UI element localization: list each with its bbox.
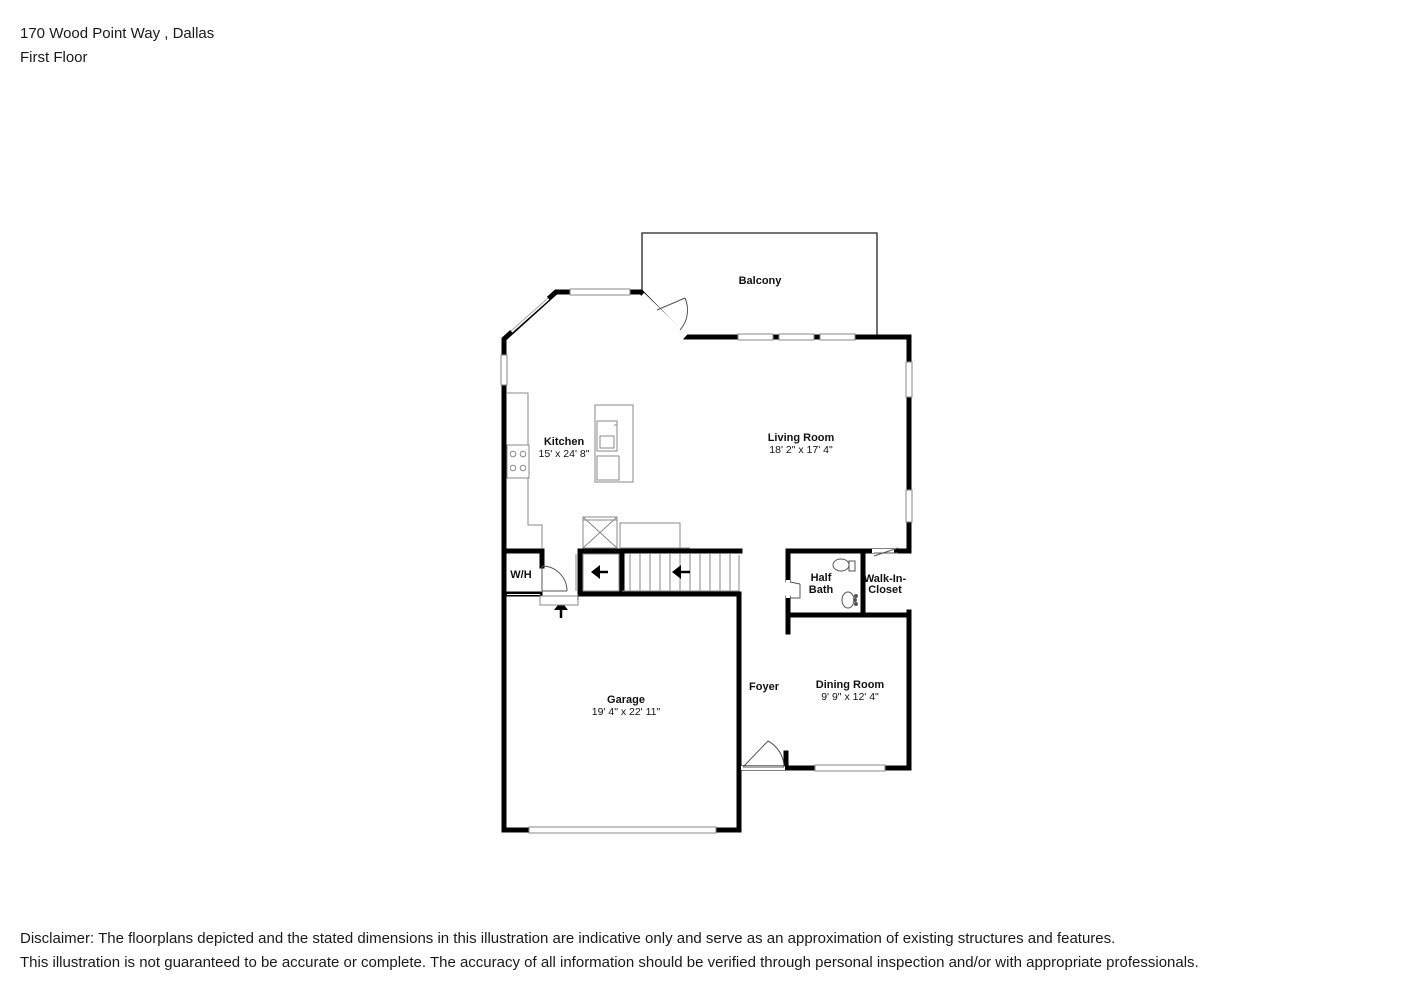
dining-room-dims: 9' 9" x 12' 4"	[821, 691, 879, 703]
dining-room-label: Dining Room	[815, 679, 885, 691]
foyer-label: Foyer	[749, 681, 779, 693]
balcony-label: Balcony	[738, 275, 782, 287]
exterior-walls	[504, 292, 909, 830]
closet-label-line2: Closet	[868, 584, 902, 596]
half-bath-label-line1: Half	[810, 572, 832, 584]
sink-icon	[842, 592, 854, 608]
closet-label-line1: Walk-In-	[863, 573, 907, 585]
half-bath-label-line2: Bath	[808, 584, 834, 596]
floor-label: First Floor	[20, 49, 88, 66]
disclaimer-line-2: This illustration is not guaranteed to be accurate or complete. The accuracy of all information should be verified through personal inspection and/or with appropriate professionals.	[20, 954, 1199, 971]
garage-dims: 19' 4" x 22' 11"	[591, 706, 661, 718]
bath-fixtures	[833, 559, 858, 608]
kitchen-fixtures	[507, 393, 690, 548]
garage-label: Garage	[607, 694, 645, 706]
interior-walls	[504, 551, 909, 768]
balcony-door	[642, 295, 688, 337]
room-labels	[510, 275, 906, 718]
living-room-label: Living Room	[767, 432, 835, 444]
property-address: 170 Wood Point Way , Dallas	[20, 25, 215, 42]
kitchen-label: Kitchen	[543, 436, 585, 448]
toilet-icon	[833, 559, 849, 571]
disclaimer	[20, 927, 1199, 975]
disclaimer-line-1: Disclaimer: The floorplans depicted and the stated dimensions in this illustration are indicative only and serve as an approximation of existing structures and features.	[20, 930, 1116, 947]
living-room-dims: 18' 2" x 17' 4"	[769, 444, 833, 456]
wh-label: W/H	[510, 569, 532, 581]
doors	[507, 548, 898, 770]
kitchen-dims: 15' x 24' 8"	[538, 448, 590, 460]
